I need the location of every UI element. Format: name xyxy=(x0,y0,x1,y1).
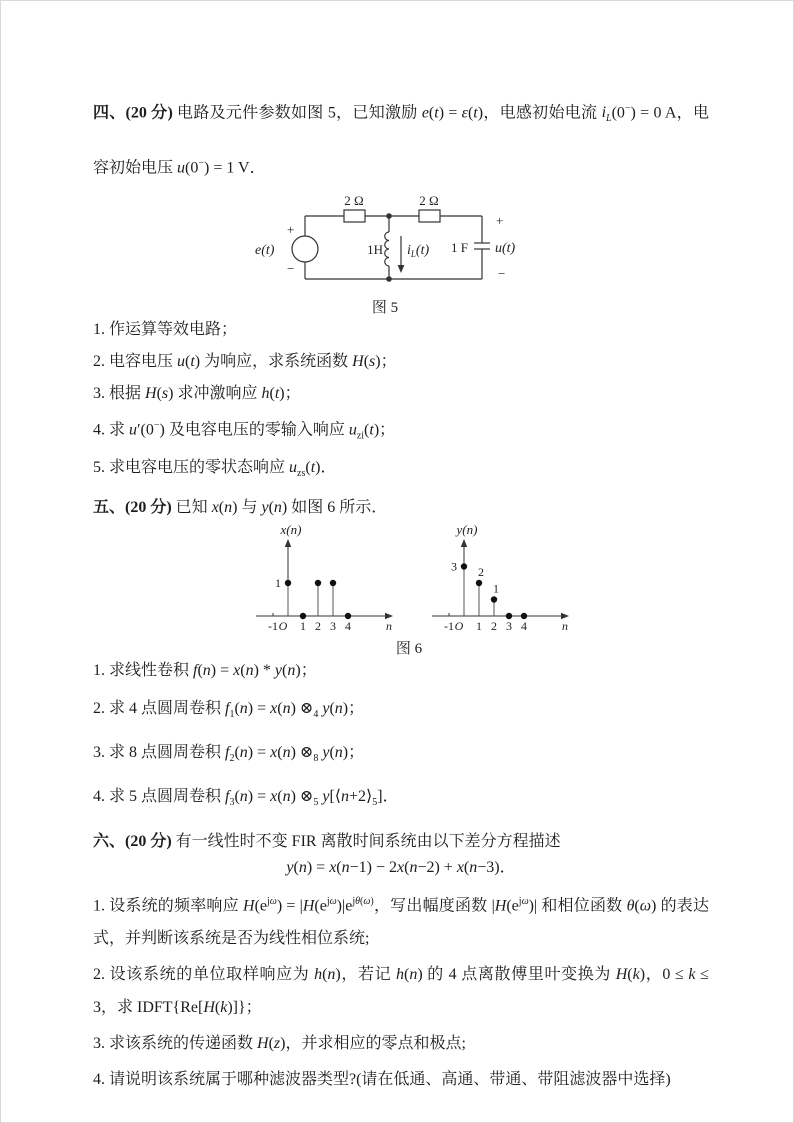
stem-point xyxy=(330,579,336,585)
stem-point xyxy=(315,579,321,585)
q5-intro: 五、(20 分) 已知 x(n) 与 y(n) 如图 6 所示． xyxy=(93,498,388,516)
inductor xyxy=(385,232,389,266)
figure6-plots xyxy=(243,524,709,636)
tick-label: O xyxy=(454,618,464,633)
q4-item-list xyxy=(93,319,709,485)
q4-item-5: 5. 求电容电压的零状态响应 $u_{zs}(t)$． xyxy=(93,459,337,480)
q4-item-1: 1. 作运算等效电路； xyxy=(93,320,238,338)
q4-item-3: 3. 根据 H(s) 求冲激响应 h(t)； xyxy=(93,384,301,402)
q5-item-2: 2. 求 4 点圆周卷积 $f_1(n) = x(n)$ $\otimes_4$ y(n)； xyxy=(93,699,365,720)
q6-item-1: 1. 设系统的频率响应 $H(e^{j\omega}) = |H(e^{j\omega})|e^{j\theta(\omega)}$，写出幅度函数 $|H(e^{j\omega})|$ 和相位函数 θ(ω) 的表达式，并判断该系统是否为线性相位系统; xyxy=(93,896,709,948)
source-minus-sign: − xyxy=(287,260,295,276)
plot-title: x(n) xyxy=(280,523,302,537)
plot-title: y(n) xyxy=(456,523,478,537)
tick-label: 2 xyxy=(315,618,321,633)
q5-item-1: 1. 求线性卷积 f(n) = x(n) * y(n)； xyxy=(93,661,317,679)
node-top xyxy=(386,213,392,219)
current-arrowhead xyxy=(398,265,405,273)
inductor-current-label: $i_L(t)$ xyxy=(407,242,430,259)
q6-item-4: 4. 请说明该系统属于哪种滤波器类型?(请在低通、高通、带通、带阻滤波器中选择) xyxy=(93,1071,671,1089)
value-label: 2 xyxy=(478,564,484,579)
tick-label: -1 xyxy=(268,618,278,633)
figure-5 xyxy=(249,194,521,317)
value-label: 1 xyxy=(275,575,281,590)
q4-intro: 四、(20 分) 电路及元件参数如图 5，已知激励 e(t) = ε(t)，电感初始电流 $i_L(0^-) = 0$ A，电容初始电压 u(0−) = 1 V． xyxy=(93,103,709,176)
page-content xyxy=(93,87,709,1099)
figure5-caption: 图 5 xyxy=(371,299,399,316)
q5-item-list xyxy=(93,660,709,814)
resistor-2-label: 2 Ω xyxy=(419,193,439,208)
output-minus-sign: − xyxy=(498,265,506,281)
value-label: 3 xyxy=(451,559,457,574)
capacitor-label: 1 F xyxy=(451,239,468,255)
output-voltage-label: u(t) xyxy=(495,240,516,256)
q4-item-2: 2. 电容电压 u(t) 为响应，求系统函数 H(s)； xyxy=(93,352,397,370)
question-5 xyxy=(93,496,709,814)
output-plus-sign: + xyxy=(496,212,504,228)
q6-item-list xyxy=(93,885,709,1096)
tick-label: 4 xyxy=(345,618,351,633)
resistor-1-label: 2 Ω xyxy=(344,193,364,208)
source-plus-sign: + xyxy=(287,221,295,237)
figure6-caption: 图 6 xyxy=(395,640,423,657)
source-label: e(t) xyxy=(255,242,275,258)
y-axis-arrowhead xyxy=(285,539,291,547)
resistor-2 xyxy=(419,210,440,222)
x-axis-label: n xyxy=(386,618,392,633)
stem-point xyxy=(491,596,497,602)
figure6-plot-yn xyxy=(419,524,579,636)
figure5-circuit-diagram xyxy=(249,194,521,290)
stem-point xyxy=(285,579,291,585)
value-label: 1 xyxy=(493,581,499,596)
figure6-plot-xn xyxy=(243,524,403,636)
tick-label: 4 xyxy=(521,618,527,633)
tick-label: O xyxy=(278,618,288,633)
stem-point xyxy=(300,612,306,618)
stem-point xyxy=(521,612,527,618)
q6-item-2: 2. 设该系统的单位取样响应为 h(n)，若记 h(n) 的 4 点离散傅里叶变换为 H(k)，0 ≤ k ≤ 3，求 IDFT{Re[H(k)]}； xyxy=(93,966,709,1017)
q6-intro: 六、(20 分) 有一线性时不变 FIR 离散时间系统由以下差分方程描述 xyxy=(93,833,561,851)
voltage-source xyxy=(292,236,318,262)
tick-label: -1 xyxy=(444,618,454,633)
y-axis-arrowhead xyxy=(461,539,467,547)
stem-point xyxy=(345,612,351,618)
stem-point xyxy=(506,612,512,618)
figure-6 xyxy=(93,524,709,658)
question-4 xyxy=(93,87,709,485)
q6-difference-equation: y(n) = x(n−1) − 2x(n−2) + x(n−3)． xyxy=(286,859,516,877)
q5-item-4: 4. 求 5 点圆周卷积 $f_3(n) = x(n)$ $\otimes_5$ $y[⟨n+2⟩_5]$． xyxy=(93,787,399,809)
tick-label: 3 xyxy=(506,618,512,633)
inductor-label: 1H xyxy=(367,241,383,257)
stem-point xyxy=(476,579,482,585)
node-bottom xyxy=(386,276,392,282)
tick-label: 1 xyxy=(476,618,482,633)
question-6 xyxy=(93,830,709,1096)
q4-item-4: 4. 求 u′(0−) 及电容电压的零输入响应 $u_{zi}(t)$； xyxy=(93,419,396,442)
tick-label: 2 xyxy=(491,618,497,633)
x-axis-label: n xyxy=(562,618,568,633)
stem-point xyxy=(461,563,467,569)
resistor-1 xyxy=(344,210,365,222)
q5-item-3: 3. 求 8 点圆周卷积 $f_2(n) = x(n)$ $\otimes_8$ y(n)； xyxy=(93,743,365,764)
tick-label: 3 xyxy=(330,618,336,633)
tick-label: 1 xyxy=(300,618,306,633)
q6-item-3: 3. 求该系统的传递函数 H(z)，并求相应的零点和极点; xyxy=(93,1035,466,1053)
